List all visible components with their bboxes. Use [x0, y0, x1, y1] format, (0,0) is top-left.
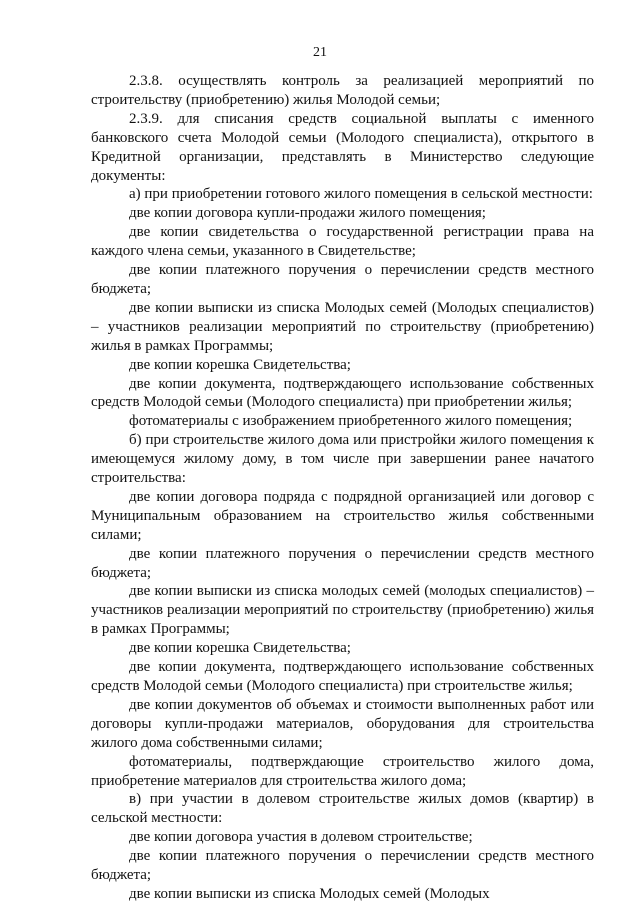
subsection-v-heading: в) при участии в долевом строительстве жилых домов (квартир) в сельской местности:: [91, 791, 594, 827]
list-item: две копии платежного поручения о перечислении средств местного бюджета;: [91, 545, 594, 581]
list-item: две копии корешка Свидетельства;: [129, 640, 351, 657]
list-item: две копии договора участия в долевом строительстве;: [129, 829, 473, 846]
subsection-b-heading: б) при строительстве жилого дома или пристройки жилого помещения к имеющемуся жилому дому, в том числе при завершении ранее начатого строительства:: [91, 432, 594, 487]
list-item: две копии платежного поручения о перечислении средств местного бюджета;: [91, 262, 594, 297]
list-item-continued: две копии выписки из списка Молодых семей (Молодых: [129, 885, 490, 902]
subsection-a-heading: а) при приобретении готового жилого помещения в сельской местности:: [129, 186, 593, 203]
page-number: 21: [313, 45, 327, 60]
paragraph-2-3-9: 2.3.9. для списания средств социальной выплаты с именного банковского счета Молодой семьи (Молодого специалиста), открытого в Кредитной организации, представлять в Министерство следующие документы:: [91, 110, 594, 184]
paragraph-2-3-8: 2.3.8. осуществлять контроль за реализацией мероприятий по строительству (приобретению) жилья Молодой семьи;: [91, 73, 594, 108]
list-item: две копии платежного поручения о перечислении средств местного бюджета;: [91, 848, 594, 884]
list-item: две копии выписки из списка молодых семей (молодых специалистов) – участников реализации мероприятий по строительству (приобретению) жилья в рамках Программы;: [91, 583, 594, 638]
list-item: две копии документа, подтверждающего использование собственных средств Молодой семьи (Молодого специалиста) при строительстве жилья;: [91, 659, 594, 694]
list-item: фотоматериалы с изображением приобретенного жилого помещения;: [129, 413, 573, 430]
list-item: две копии договора подряда с подрядной организацией или договор с Муниципальным образованием на строительство жилья собственными силами;: [91, 488, 594, 543]
list-item: две копии документов об объемах и стоимости выполненных работ или договоры купли-продажи материалов, оборудования для строительства жилого дома собственными силами;: [91, 696, 594, 751]
list-item: две копии договора купли-продажи жилого помещения;: [129, 205, 486, 222]
list-item: две копии документа, подтверждающего использование собственных средств Молодой семьи (Молодого специалиста) при приобретении жилья;: [91, 375, 594, 411]
list-item: две копии свидетельства о государственной регистрации права на каждого члена семьи, указанного в Свидетельстве;: [91, 224, 594, 260]
list-item: фотоматериалы, подтверждающие строительство жилого дома, приобретение материалов для строительства жилого дома;: [91, 753, 594, 789]
list-item: две копии выписки из списка Молодых семей (Молодых специалистов) – участников реализации мероприятий по строительству (приобретению) жилья в рамках Программы;: [91, 299, 594, 354]
list-item: две копии корешка Свидетельства;: [129, 356, 351, 373]
document-body: [91, 72, 594, 904]
